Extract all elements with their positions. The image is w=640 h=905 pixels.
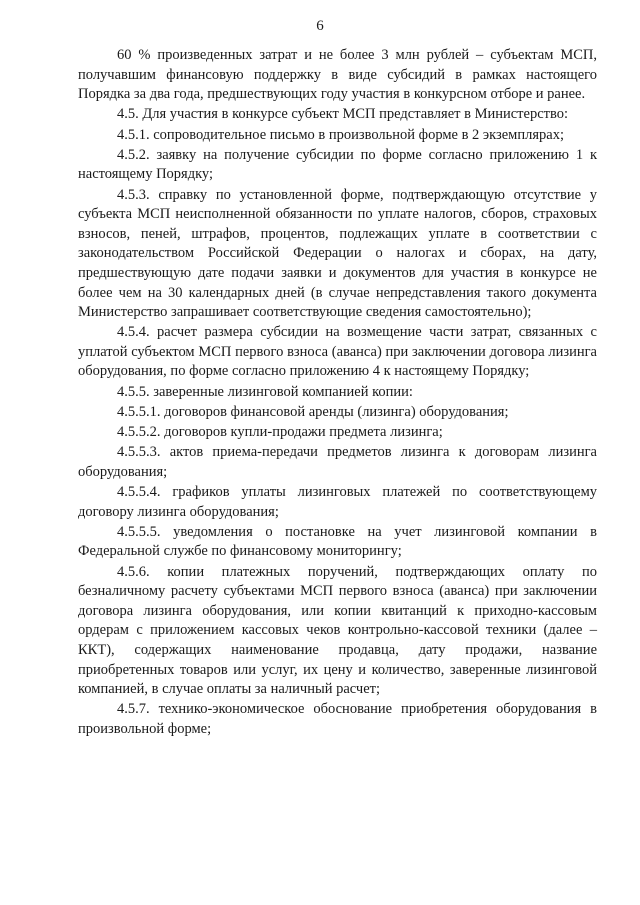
paragraph-4-5-5-3: 4.5.5.3. актов приема-передачи предметов лизинга к договорам лизинга оборудования; xyxy=(78,444,597,480)
paragraph-4-5-4: 4.5.4. расчет размера субсидии на возмещение части затрат, связанных с уплатой субъектом МСП первого взноса (аванса) при заключении договора лизинга оборудования, по форме согласно приложению 4 к настоящему Порядку; xyxy=(78,324,597,380)
paragraph-4-5-5-2: 4.5.5.2. договоров купли-продажи предмета лизинга; xyxy=(117,424,443,441)
paragraph-4-5-7: 4.5.7. технико-экономическое обоснование приобретения оборудования в произвольной форме; xyxy=(78,701,597,737)
paragraph-4-5-5: 4.5.5. заверенные лизинговой компанией копии: xyxy=(117,383,413,400)
page-number: 6 xyxy=(316,18,324,34)
paragraph-4-5-5-5: 4.5.5.5. уведомления о постановке на учет лизинговой компании в Федеральной службе по финансовому мониторингу; xyxy=(78,523,597,560)
paragraph-4-5-5-1: 4.5.5.1. договоров финансовой аренды (лизинга) оборудования; xyxy=(117,403,509,420)
document-body xyxy=(78,46,597,740)
paragraph-4-5: 4.5. Для участия в конкурсе субъект МСП представляет в Министерство: xyxy=(117,106,569,123)
paragraph-4-5-6: 4.5.6. копии платежных поручений, подтверждающих оплату по безналичному расчету субъектами МСП первого взноса (аванса) при заключении договора лизинга оборудования, или копии квитанций к приходно-кассовым ордерам с приложением кассовых чеков контрольно-кассовой техники (далее – ККТ), содержащих наименование продавца, дату продажи, название приобретенных товаров или услуг, их цену и количество, заверенные лизинговой компанией, в случае оплаты за наличный расчет; xyxy=(78,563,597,698)
paragraph-subsidy-limit: 60 % произведенных затрат и не более 3 млн рублей – субъектам МСП, получавшим финансовую поддержку в виде субсидий в рамках настоящего Порядка за два года, предшествующих году участия в конкурсном отборе и ранее. xyxy=(78,47,597,103)
paragraph-4-5-5-4: 4.5.5.4. графиков уплаты лизинговых платежей по соответствующему договору лизинга оборудования; xyxy=(78,484,597,520)
paragraph-4-5-1: 4.5.1. сопроводительное письмо в произвольной форме в 2 экземплярах; xyxy=(117,126,564,143)
paragraph-4-5-2: 4.5.2. заявку на получение субсидии по форме согласно приложению 1 к настоящему Порядку; xyxy=(78,146,597,183)
paragraph-4-5-3: 4.5.3. справку по установленной форме, подтверждающую отсутствие у субъекта МСП неисполненной обязанности по уплате налогов, сборов, страховых взносов, пеней, штрафов, процентов, подлежащих уплате в соответствии с законодательством Российской Федерации о налогах и сборах, на дату, предшествующую дате подачи заявки и документов для участия в конкурсе не более чем на 30 календарных дней (в случае непредставления такого документа Министерство запрашивает соответствующие сведения самостоятельно); xyxy=(78,186,597,321)
